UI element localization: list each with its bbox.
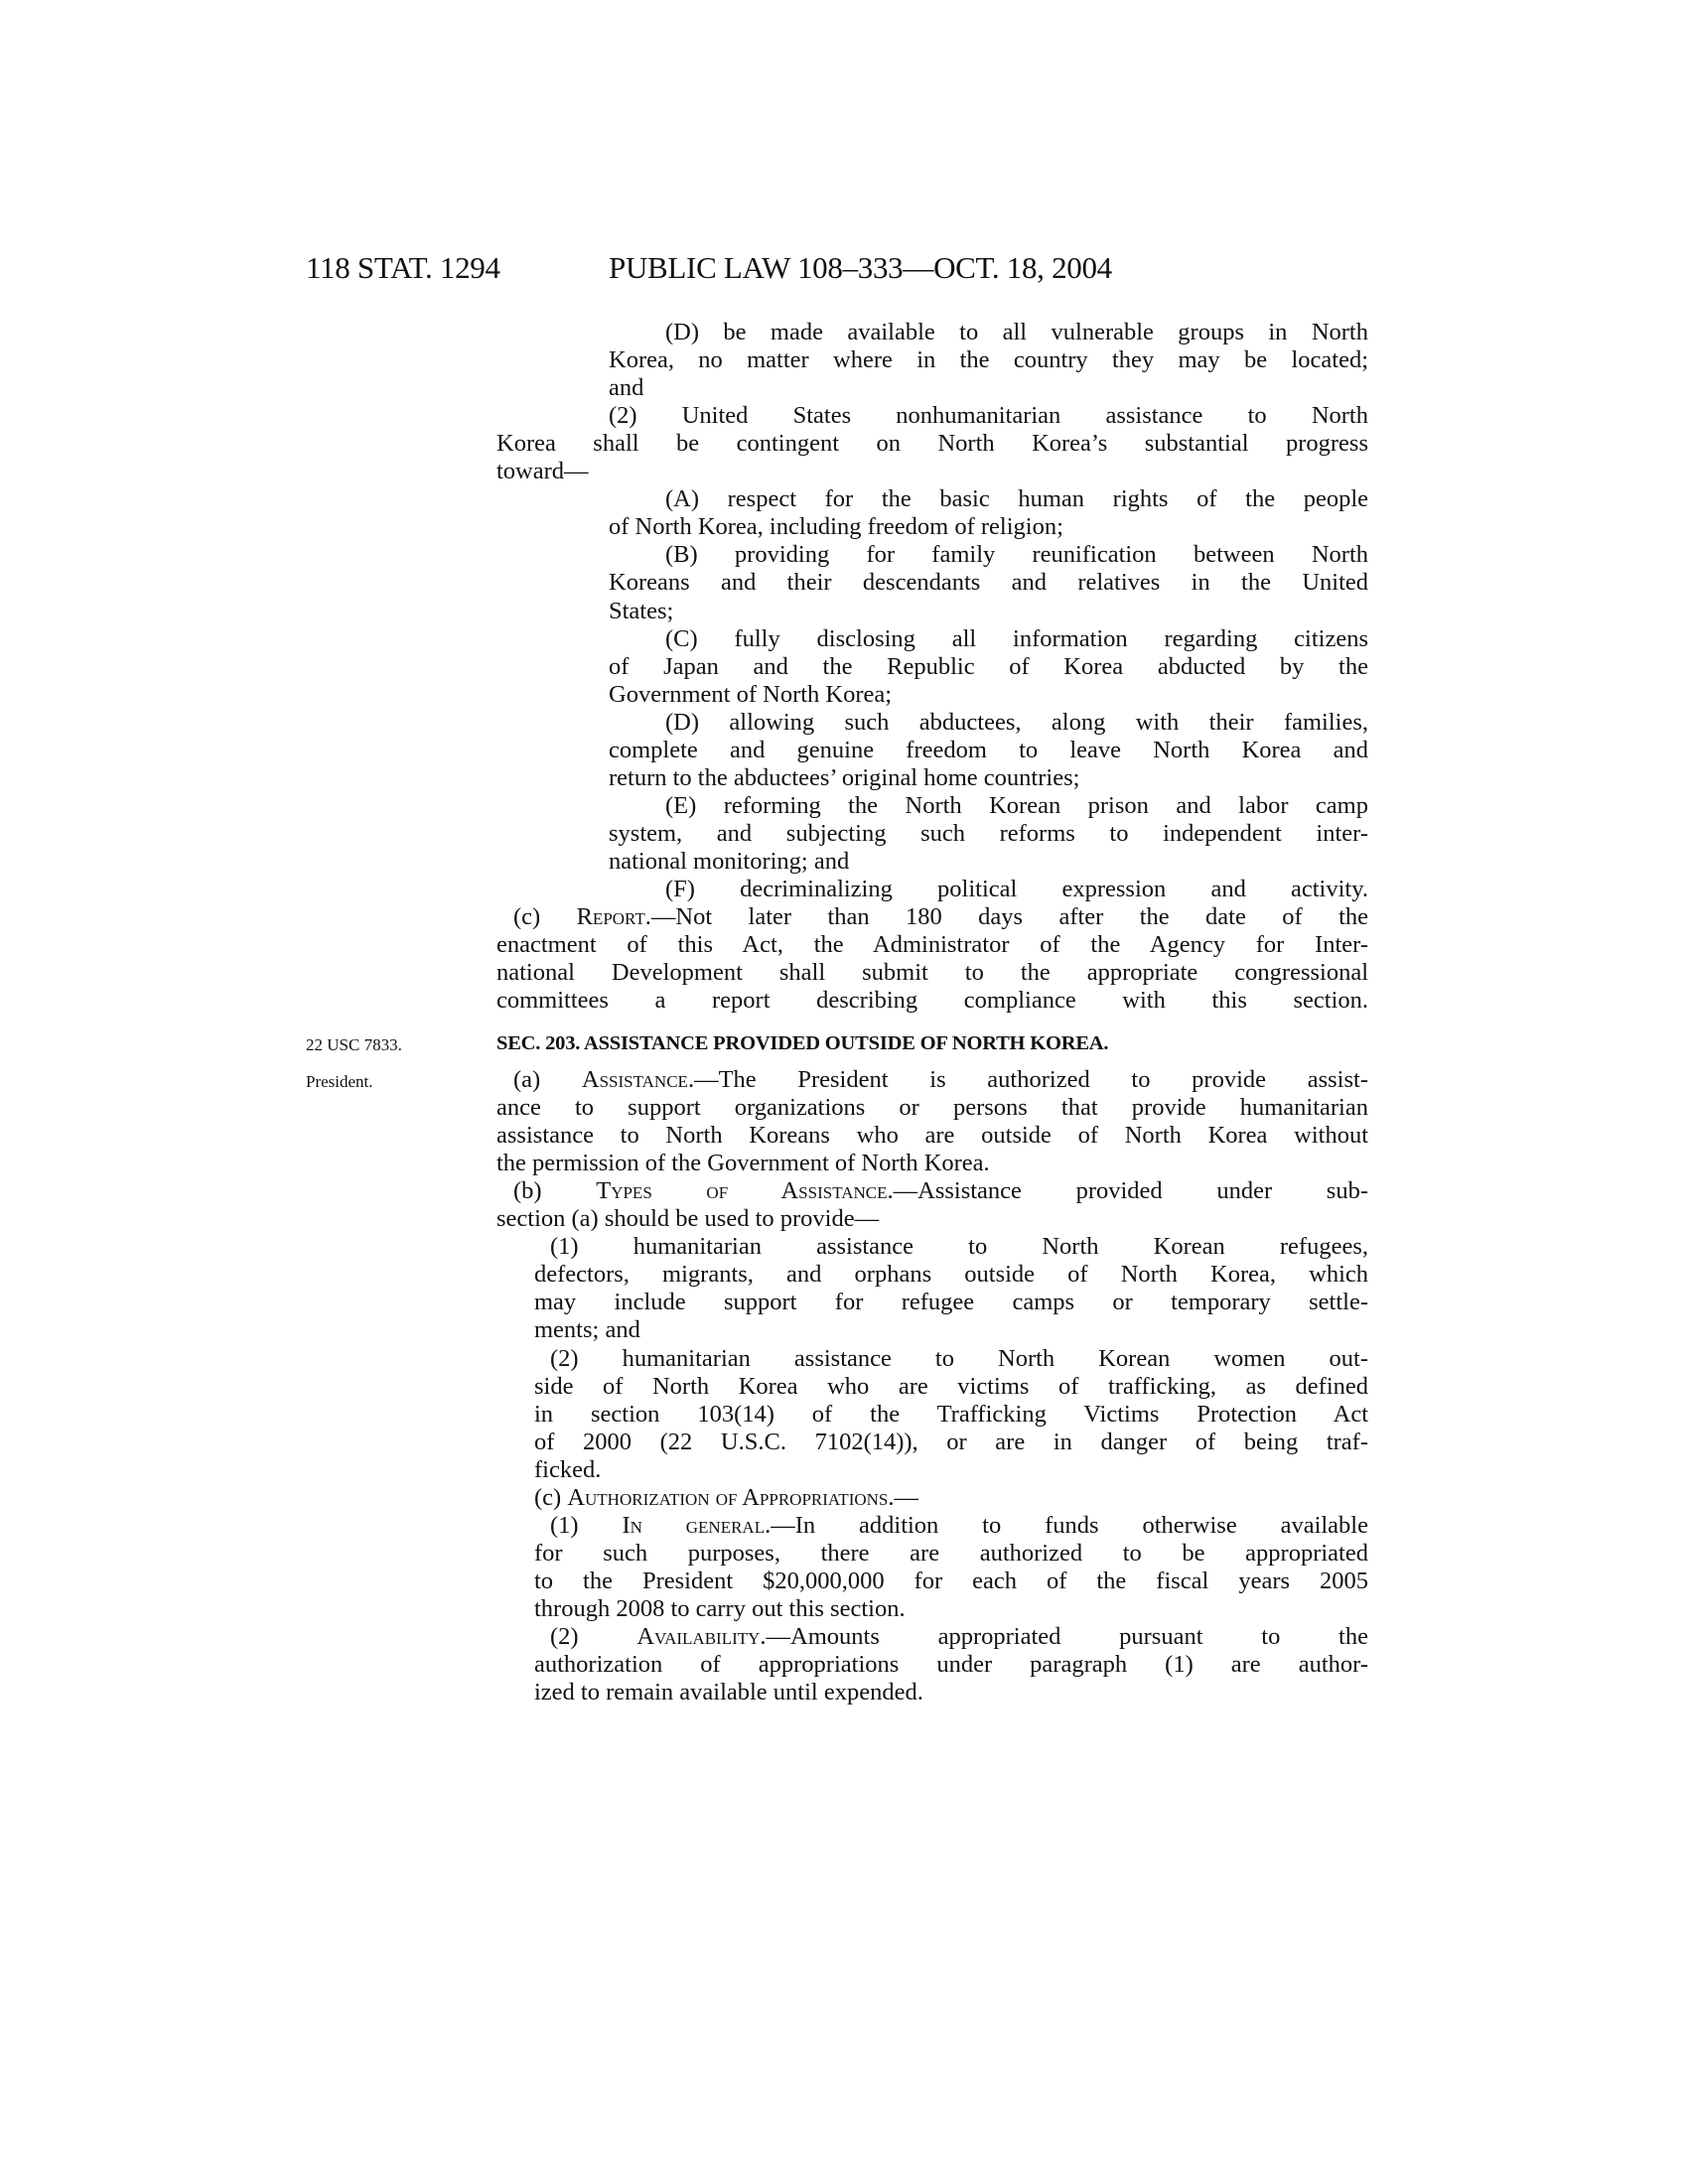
text-line: the permission of the Government of North Korea.	[496, 1150, 990, 1177]
text-segment: (b)	[513, 1177, 597, 1205]
text-segment: (a)	[513, 1066, 582, 1093]
text-line: defectors, migrants, and orphans outside of North Korea, which	[534, 1261, 1368, 1289]
text-line	[513, 903, 1368, 931]
text-line: to the President $20,000,000 for each of the fiscal years 2005	[534, 1567, 1368, 1594]
text-line: national monitoring; and	[609, 847, 850, 875]
text-line: assistance to North Koreans who are outside of North Korea without	[496, 1122, 1368, 1150]
text-line: Government of North Korea;	[609, 680, 893, 708]
text-segment: .—Amounts appropriated pursuant to the	[760, 1623, 1368, 1650]
subsection-heading: Types of Assistance	[596, 1177, 888, 1205]
text-line: and	[609, 374, 644, 402]
subsection-heading: Report	[576, 903, 645, 931]
text-line	[534, 1484, 1368, 1512]
text-segment: .—Not later than 180 days after the date of the	[644, 903, 1368, 931]
text-line: (F) decriminalizing political expression and activity.	[665, 876, 1368, 902]
text-line: (1) humanitarian assistance to North Korean refugees,	[550, 1233, 1368, 1261]
text-line: Korea shall be contingent on North Korea’s substantial progress	[496, 430, 1368, 458]
text-line: side of North Korea who are victims of trafficking, as defined	[534, 1372, 1368, 1400]
text-line	[550, 1512, 1368, 1540]
text-segment: .—In addition to funds otherwise available	[765, 1511, 1368, 1539]
text-line: (B) providing for family reunification between North	[665, 541, 1368, 569]
subsection-heading: In general	[622, 1511, 766, 1539]
text-line	[513, 1177, 1368, 1205]
text-segment: (c)	[534, 1483, 568, 1511]
text-line: ance to support organizations or persons that provide humanitarian	[496, 1094, 1368, 1122]
text-line: (D) be made available to all vulnerable groups in North	[665, 319, 1368, 345]
subsection-heading: Assistance	[581, 1066, 688, 1093]
text-line: (D) allowing such abductees, along with their families,	[665, 708, 1368, 736]
text-line: complete and genuine freedom to leave North Korea and	[609, 736, 1368, 763]
section-heading: SEC. 203. ASSISTANCE PROVIDED OUTSIDE OF NORTH KOREA.	[496, 1032, 1109, 1054]
text-line: (E) reforming the North Korean prison and labor camp	[665, 791, 1368, 819]
text-line: for such purposes, there are authorized to be appropriated	[534, 1539, 1368, 1567]
text-line: ments; and	[534, 1316, 640, 1344]
text-line: Koreans and their descendants and relatives in the United	[609, 569, 1368, 597]
subsection-heading: Authorization of Appropriations	[567, 1483, 889, 1511]
text-segment: .—The President is authorized to provide assist-	[687, 1066, 1368, 1093]
text-line: Korea, no matter where in the country they may be located;	[609, 346, 1368, 374]
running-header-public-law: PUBLIC LAW 108–333—OCT. 18, 2004	[609, 250, 1112, 285]
subsection-heading: Availability	[636, 1623, 761, 1650]
text-line: of 2000 (22 U.S.C. 7102(14)), or are in danger of being traf-	[534, 1428, 1368, 1455]
text-line: national Development shall submit to the appropriate congressional	[496, 959, 1368, 987]
text-line	[513, 1066, 1368, 1094]
text-line: ized to remain available until expended.	[534, 1679, 923, 1706]
text-line: enactment of this Act, the Administrator of the Agency for Inter-	[496, 931, 1368, 959]
text-line: authorization of appropriations under paragraph (1) are author-	[534, 1651, 1368, 1679]
text-line: in section 103(14) of the Trafficking Victims Protection Act	[534, 1400, 1368, 1428]
text-line: through 2008 to carry out this section.	[534, 1594, 906, 1622]
statute-page-number: 118 STAT. 1294	[306, 250, 500, 285]
text-segment: (c)	[513, 903, 577, 931]
text-line	[550, 1623, 1368, 1651]
text-line: toward—	[496, 458, 589, 485]
text-line: (C) fully disclosing all information regarding citizens	[665, 624, 1368, 652]
margin-note-president: President.	[306, 1072, 373, 1091]
text-segment: (1)	[550, 1511, 623, 1539]
text-segment: .—	[888, 1483, 918, 1511]
text-line: return to the abductees’ original home countries;	[609, 763, 1080, 791]
text-line: (A) respect for the basic human rights of the people	[665, 485, 1368, 513]
text-line: (2) United States nonhumanitarian assistance to North	[609, 402, 1368, 430]
text-line: system, and subjecting such reforms to independent inter-	[609, 819, 1368, 847]
text-line: section (a) should be used to provide—	[496, 1205, 880, 1233]
text-line: ficked.	[534, 1455, 602, 1483]
text-line: of Japan and the Republic of Korea abducted by the	[609, 652, 1368, 680]
text-line: may include support for refugee camps or temporary settle-	[534, 1289, 1368, 1316]
text-segment: .—Assistance provided under sub-	[887, 1177, 1368, 1205]
text-line: (2) humanitarian assistance to North Korean women out-	[550, 1344, 1368, 1372]
text-segment: (2)	[550, 1623, 637, 1650]
text-line: of North Korea, including freedom of religion;	[609, 513, 1063, 541]
text-line: States;	[609, 597, 674, 624]
text-line: committees a report describing compliance with this section.	[496, 987, 1368, 1015]
margin-note-usc-citation: 22 USC 7833.	[306, 1035, 402, 1054]
